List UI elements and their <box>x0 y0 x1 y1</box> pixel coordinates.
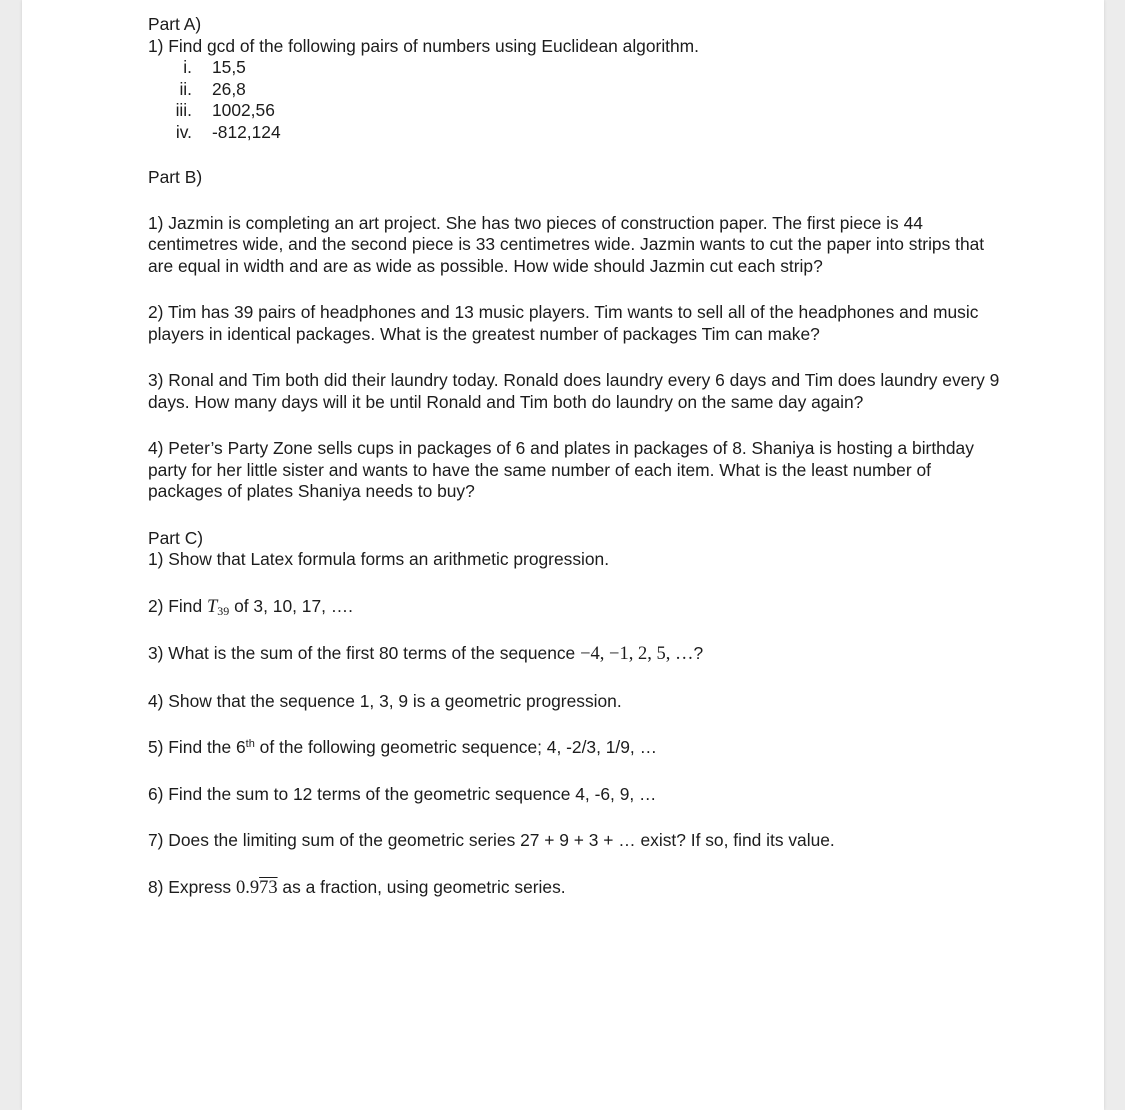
part-a-question-1: 1) Find gcd of the following pairs of numbers using Euclidean algorithm. <box>148 35 699 56</box>
list-item: i. 15,5 <box>183 57 246 77</box>
list-item: ii. 26,8 <box>179 78 246 99</box>
list-item: iii. 1002,56 <box>175 100 275 120</box>
part-c-question-4: 4) Show that the sequence 1, 3, 9 is a geometric progression. <box>148 690 622 711</box>
part-b-question-4: 4) Peter’s Party Zone sells cups in packages of 6 and plates in packages of 8. Shaniya is hosting a birthday party for her little sister and wants to have the same number of each item. What is the least number of packages of plates Shaniya needs to buy? <box>148 438 974 501</box>
part-b-heading: Part B) <box>148 167 203 187</box>
part-b-question-1: 1) Jazmin is completing an art project. She has two pieces of construction paper. The first piece is 44 centimetres wide, and the second piece is 33 centimetres wide. Jazmin wants to cut the paper into strips that are equal in width and are as wide as possible. How wide should Jazmin cut each strip? <box>148 212 985 276</box>
part-c-question-5: 5) Find the 6th of the following geometric sequence; 4, -2/3, 1/9, … <box>148 737 657 757</box>
part-c-question-2: 2) Find $T_{39}$ of 3, 10, 17, …. <box>148 595 354 618</box>
part-b-question-2: 2) Tim has 39 pairs of headphones and 13 music players. Tim wants to sell all of the headphones and music players in identical packages. What is the greatest number of packages Tim can make? <box>148 302 979 344</box>
part-c-question-8: 8) Express 0.973 as a fraction, using geometric series. <box>148 876 566 898</box>
document-page <box>22 0 1104 1110</box>
part-c-heading: Part C) <box>148 527 204 548</box>
part-c-question-7: 7) Does the limiting sum of the geometric series 27 + 9 + 3 + … exist? If so, find its value. <box>148 830 835 850</box>
worksheet-content <box>148 14 1008 899</box>
part-c-question-3: 3) What is the sum of the first 80 terms of the sequence −4, −1, 2, 5, …? <box>148 643 704 664</box>
list-item: iv. -812,124 <box>175 121 281 142</box>
part-b-question-3: 3) Ronal and Tim both did their laundry today. Ronald does laundry every 6 days and Tim does laundry every 9 days. How many days will it be until Ronald and Tim both do laundry on the same day again? <box>148 370 1000 412</box>
gcd-pairs-list <box>148 57 1008 143</box>
part-c-question-6: 6) Find the sum to 12 terms of the geometric sequence 4, -6, 9, … <box>148 783 657 804</box>
part-a-heading: Part A) <box>148 14 202 34</box>
part-c-question-1: 1) Show that Latex formula forms an arithmetic progression. <box>148 549 610 569</box>
